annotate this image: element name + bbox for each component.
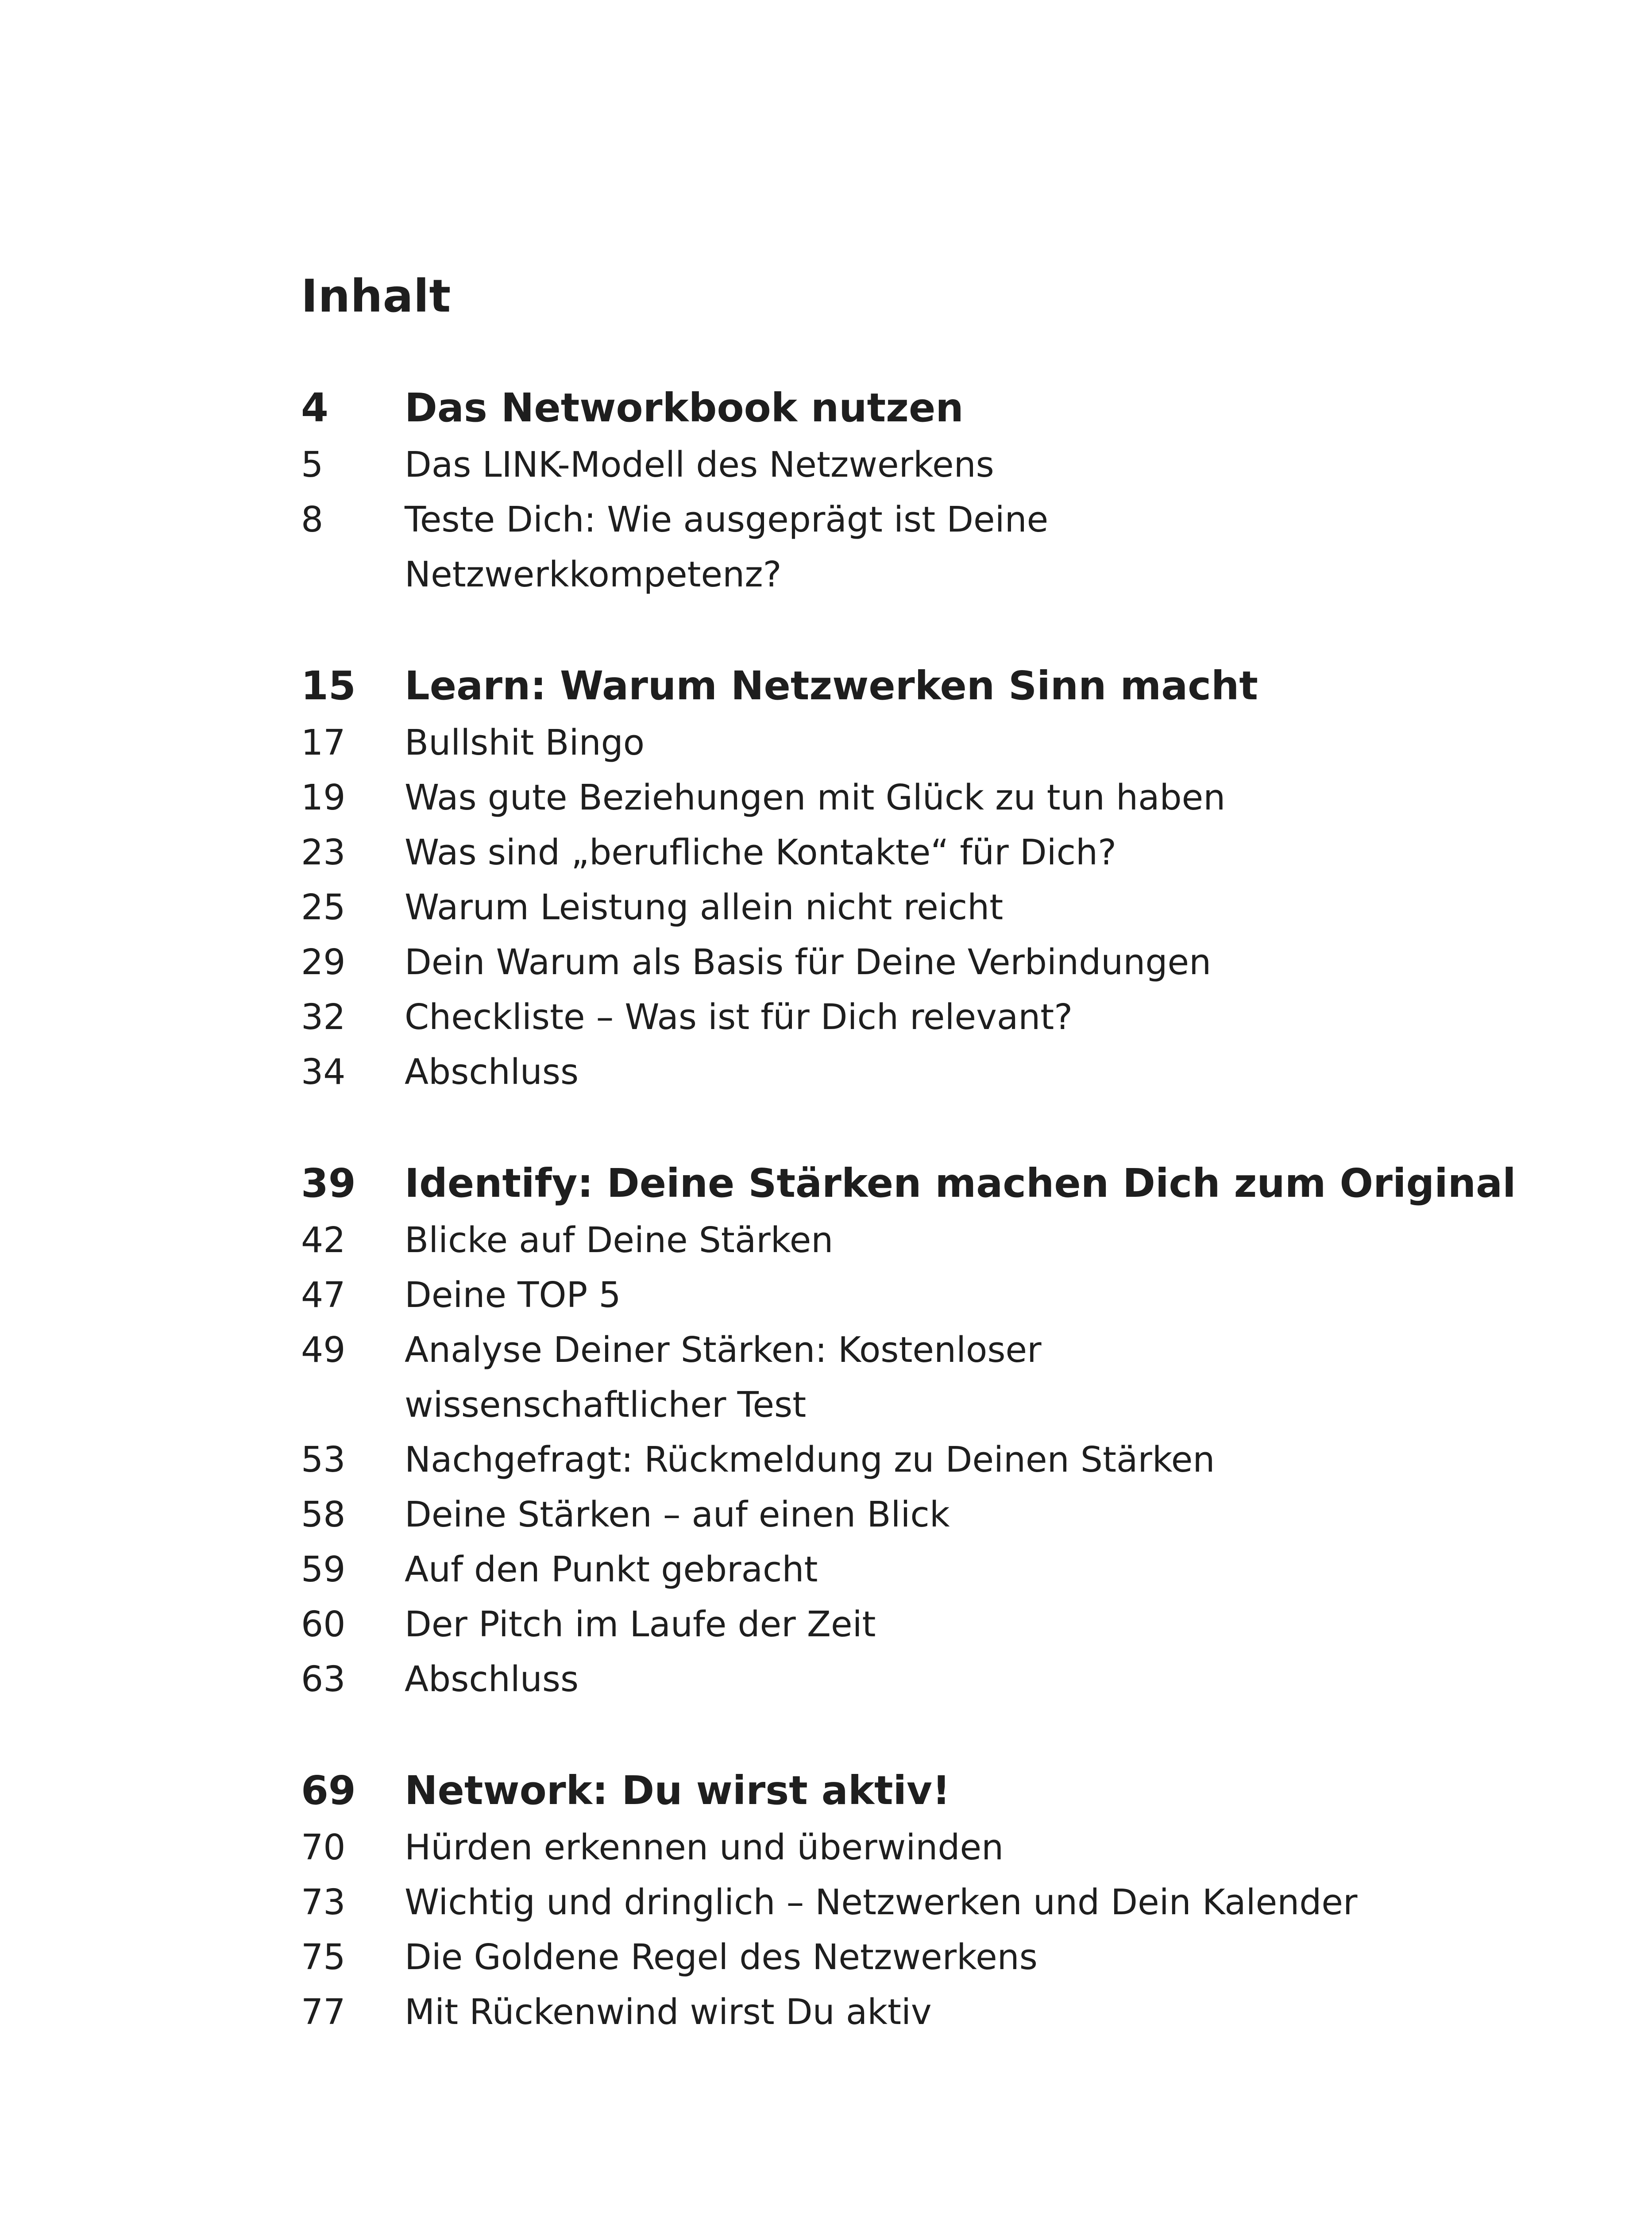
- entry-page-number: 59: [301, 1549, 346, 1590]
- entry-page-number: 77: [301, 1992, 346, 2032]
- chapter-page-number: 15: [301, 663, 356, 709]
- toc-entry[interactable]: [301, 770, 1540, 825]
- entry-page-number: 17: [301, 722, 346, 763]
- toc-entry[interactable]: [301, 1820, 1540, 1875]
- toc-section: [301, 656, 1540, 1099]
- entry-page-number: 73: [301, 1882, 346, 1923]
- toc-entry[interactable]: [301, 1045, 1540, 1099]
- toc-entry[interactable]: [301, 715, 1540, 770]
- entry-title: Abschluss: [405, 1659, 579, 1700]
- chapter-title: Identify: Deine Stärken machen Dich zum Original: [405, 1160, 1516, 1206]
- entry-title: Checkliste – Was ist für Dich relevant?: [405, 997, 1073, 1037]
- toc-section: [301, 1761, 1540, 2040]
- page-title: Inhalt: [301, 270, 451, 323]
- toc-chapter[interactable]: [301, 1761, 1540, 1820]
- entry-title: Nachgefragt: Rückmeldung zu Deinen Stärken: [405, 1439, 1215, 1480]
- chapter-page-number: 39: [301, 1160, 356, 1206]
- entry-title: Die Goldene Regel des Netzwerkens: [405, 1937, 1038, 1978]
- entry-page-number: 19: [301, 777, 346, 818]
- entry-title: Hürden erkennen und überwinden: [405, 1827, 1004, 1868]
- entry-page-number: 58: [301, 1494, 346, 1535]
- entry-page-number: 53: [301, 1439, 346, 1480]
- chapter-title: Network: Du wirst aktiv!: [405, 1767, 950, 1813]
- entry-page-number: 34: [301, 1052, 346, 1092]
- entry-title: Analyse Deiner Stärken: Kostenloser wissenschaftlicher Test: [405, 1330, 1042, 1425]
- toc-chapter[interactable]: [301, 1154, 1540, 1213]
- toc-entry[interactable]: [301, 825, 1540, 880]
- chapter-page-number: 69: [301, 1767, 356, 1813]
- toc-entry[interactable]: [301, 1322, 1540, 1432]
- entry-page-number: 47: [301, 1275, 346, 1315]
- toc-entry[interactable]: [301, 492, 1540, 602]
- entry-page-number: 60: [301, 1604, 346, 1645]
- entry-title: Dein Warum als Basis für Deine Verbindungen: [405, 942, 1212, 983]
- entry-page-number: 32: [301, 997, 346, 1037]
- toc-entry[interactable]: [301, 1597, 1540, 1652]
- entry-page-number: 70: [301, 1827, 346, 1868]
- entry-page-number: 5: [301, 444, 324, 485]
- entry-title: Abschluss: [405, 1052, 579, 1092]
- entry-title: Bullshit Bingo: [405, 722, 645, 763]
- toc-entry[interactable]: [301, 935, 1540, 990]
- toc-chapter[interactable]: [301, 378, 1540, 437]
- toc-chapter[interactable]: [301, 656, 1540, 715]
- entry-title: Der Pitch im Laufe der Zeit: [405, 1604, 876, 1645]
- entry-title: Blicke auf Deine Stärken: [405, 1220, 834, 1261]
- entry-title: Was gute Beziehungen mit Glück zu tun haben: [405, 777, 1226, 818]
- entry-title: Warum Leistung allein nicht reicht: [405, 887, 1004, 928]
- entry-title: Teste Dich: Wie ausgeprägt ist Deine Netzwerkkompetenz?: [405, 499, 1049, 595]
- entry-page-number: 29: [301, 942, 346, 983]
- entry-title: Wichtig und dringlich – Netzwerken und Dein Kalender: [405, 1882, 1358, 1923]
- chapter-page-number: 4: [301, 385, 328, 431]
- entry-page-number: 23: [301, 832, 346, 873]
- entry-title: Deine TOP 5: [405, 1275, 621, 1315]
- chapter-title: Learn: Warum Netzwerken Sinn macht: [405, 663, 1258, 709]
- toc-entry[interactable]: [301, 1985, 1540, 2040]
- entry-page-number: 49: [301, 1330, 346, 1370]
- entry-title: Was sind „berufliche Kontakte“ für Dich?: [405, 832, 1117, 873]
- toc-entry[interactable]: [301, 437, 1540, 492]
- toc-entry[interactable]: [301, 1487, 1540, 1542]
- toc-entry[interactable]: [301, 1930, 1540, 1985]
- chapter-title: Das Networkbook nutzen: [405, 385, 964, 431]
- entry-page-number: 63: [301, 1659, 346, 1700]
- toc-entry[interactable]: [301, 1268, 1540, 1322]
- entry-title: Deine Stärken – auf einen Blick: [405, 1494, 950, 1535]
- toc-section: [301, 378, 1540, 602]
- toc-section: [301, 1154, 1540, 1707]
- entry-title: Auf den Punkt gebracht: [405, 1549, 818, 1590]
- toc-entry[interactable]: [301, 990, 1540, 1045]
- entry-page-number: 75: [301, 1937, 346, 1978]
- table-of-contents: [301, 378, 1540, 2094]
- entry-page-number: 8: [301, 499, 324, 540]
- entry-page-number: 42: [301, 1220, 346, 1261]
- toc-entry[interactable]: [301, 1542, 1540, 1597]
- entry-title: Mit Rückenwind wirst Du aktiv: [405, 1992, 932, 2032]
- toc-entry[interactable]: [301, 1875, 1540, 1930]
- toc-entry[interactable]: [301, 1432, 1540, 1487]
- entry-title: Das LINK-Modell des Netzwerkens: [405, 444, 994, 485]
- entry-page-number: 25: [301, 887, 346, 928]
- toc-entry[interactable]: [301, 1213, 1540, 1268]
- toc-entry[interactable]: [301, 1652, 1540, 1707]
- toc-entry[interactable]: [301, 880, 1540, 935]
